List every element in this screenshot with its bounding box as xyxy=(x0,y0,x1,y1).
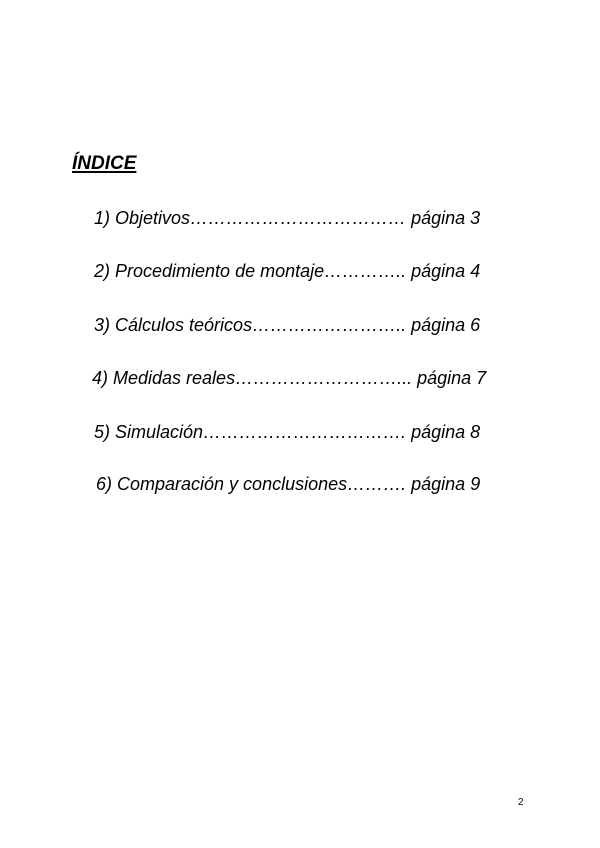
toc-entry-leader: …………………….. xyxy=(252,315,412,335)
toc-entry-leader: ……………………………… xyxy=(190,208,412,228)
toc-entry-leader: ……………………………. xyxy=(203,422,412,442)
toc-entry-title: 3) Cálculos teóricos xyxy=(94,315,253,335)
toc-entry-leader: ………. xyxy=(347,474,412,494)
toc-entry-medidas xyxy=(92,367,486,389)
toc-entry-leader: ………….. xyxy=(324,261,412,281)
toc-entry-title: 6) Comparación y conclusiones xyxy=(96,474,348,494)
toc-entry-title: 5) Simulación xyxy=(94,422,204,442)
index-heading: ÍNDICE xyxy=(72,153,137,174)
toc-entry-page: página 6 xyxy=(411,315,481,335)
toc-entry-objetivos xyxy=(94,207,480,229)
toc-entry-page: página 3 xyxy=(411,208,481,228)
toc-entry-page: página 8 xyxy=(411,422,481,442)
toc-entry-page: página 9 xyxy=(411,474,481,494)
page-number: 2 xyxy=(518,797,524,808)
toc-entry-procedimiento xyxy=(94,260,480,282)
toc-entry-leader: ………………………... xyxy=(235,368,418,388)
toc-entry-comparacion xyxy=(96,473,480,495)
toc-entry-calculos xyxy=(94,314,480,336)
toc-entry-title: 2) Procedimiento de montaje xyxy=(94,261,325,281)
toc-entry-page: página 4 xyxy=(411,261,481,281)
toc-entry-title: 4) Medidas reales xyxy=(92,368,236,388)
toc-entry-page: página 7 xyxy=(417,368,487,388)
toc-entry-title: 1) Objetivos xyxy=(94,208,191,228)
toc-entry-simulacion xyxy=(94,421,480,443)
